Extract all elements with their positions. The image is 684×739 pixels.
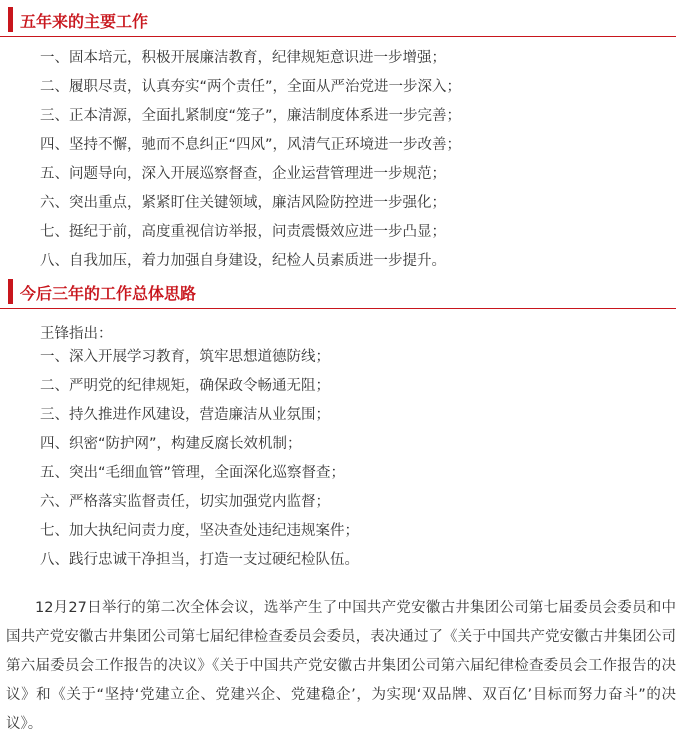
list-item: 五、突出“毛细血管”管理，全面深化巡察督查；: [40, 465, 346, 481]
list-item: 八、践行忠诚干净担当，打造一支过硬纪检队伍。: [40, 552, 359, 568]
three-years-plan-list: [40, 343, 359, 575]
list-item: 五、问题导向，深入开展巡察督查，企业运营管理进一步规范；: [40, 166, 446, 182]
list-item: 二、严明党的纪律规矩，确保政令畅通无阻；: [40, 378, 330, 394]
list-item: 六、严格落实监督责任，切实加强党内监督；: [40, 494, 330, 510]
section-header-three-years: [0, 278, 676, 309]
list-item: 二、履职尽责，认真夯实“两个责任”，全面从严治党进一步深入；: [40, 79, 462, 95]
five-years-work-list: [40, 44, 461, 276]
section-accent-bar: [8, 7, 13, 32]
list-item: 三、正本清源，全面扎紧制度“笼子”，廉洁制度体系进一步完善；: [40, 108, 462, 124]
section-header-five-years: [0, 6, 676, 37]
list-item: 四、坚持不懈，驰而不息纠正“四风”，风清气正环境进一步改善；: [40, 137, 462, 153]
section-title: 五年来的主要工作: [20, 12, 149, 31]
list-item: 四、织密“防护网”，构建反腐长效机制；: [40, 436, 302, 452]
list-item: 七、挺纪于前，高度重视信访举报，问责震慑效应进一步凸显；: [40, 224, 446, 240]
list-item: 一、深入开展学习教育，筑牢思想道德防线；: [40, 349, 330, 365]
meeting-paragraph: 12月27日举行的第二次全体会议，选举产生了中国共产党安徽古井集团公司第七届委员会委员和中国共产党安徽古井集团公司第七届纪律检查委员会委员，表决通过了《关于中国共产党安徽古井集团公司第六届委员会工作报告的决议》《关于中国共产党安徽古井集团公司第六届纪律检查委员会工作报告的决议》和《关于“坚持‘党建立企、党建兴企、党建稳企’，为实现‘双品牌、双百亿’目标而努力奋斗”的决议》。: [6, 600, 676, 732]
list-item: 七、加大执纪问责力度，坚决查处违纪违规案件；: [40, 523, 359, 539]
section-title: 今后三年的工作总体思路: [20, 284, 197, 303]
intro-text: 王锋指出：: [40, 326, 113, 342]
list-item: 一、固本培元，积极开展廉洁教育，纪律规矩意识进一步增强；: [40, 50, 446, 66]
list-item: 八、自我加压，着力加强自身建设，纪检人员素质进一步提升。: [40, 253, 446, 269]
section-accent-bar: [8, 279, 13, 304]
list-item: 六、突出重点，紧紧盯住关键领域，廉洁风险防控进一步强化；: [40, 195, 446, 211]
list-item: 三、持久推进作风建设，营造廉洁从业氛围；: [40, 407, 330, 423]
